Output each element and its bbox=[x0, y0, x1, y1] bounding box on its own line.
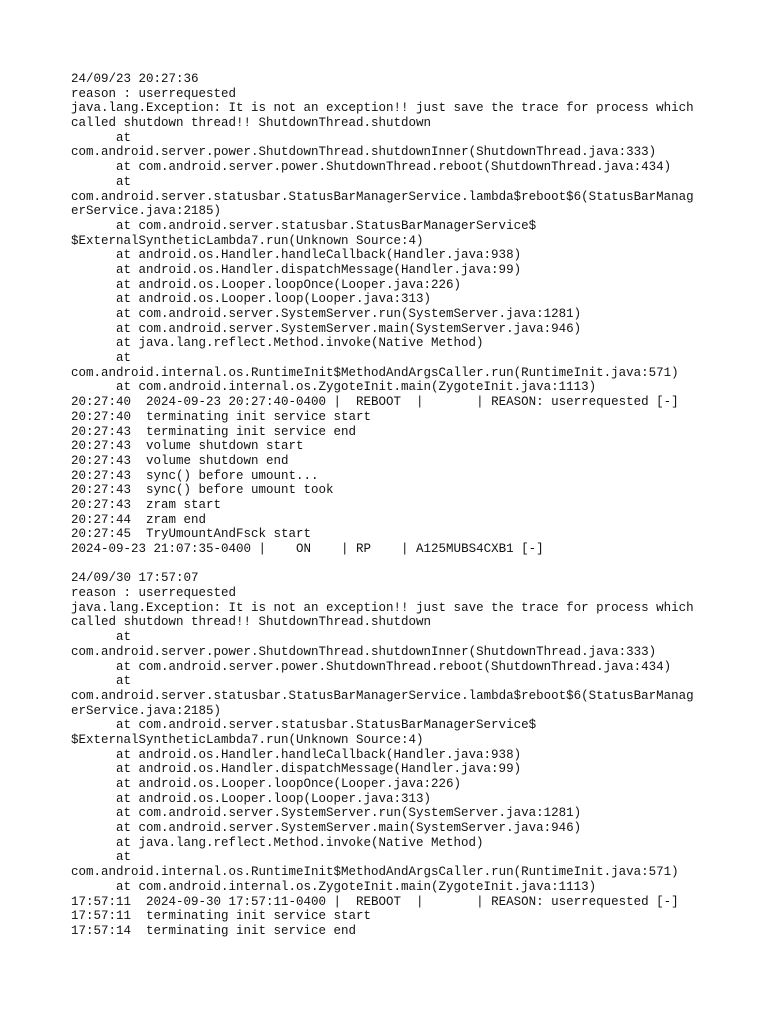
log-line: at bbox=[116, 674, 132, 689]
log-line: at bbox=[116, 130, 132, 145]
log-body bbox=[71, 72, 768, 939]
log-line: at bbox=[116, 630, 132, 645]
log-line: com.android.server.power.ShutdownThread.shutdownInner(ShutdownThread.java:333) bbox=[71, 644, 657, 659]
log-line: called shutdown thread!! ShutdownThread.shutdown bbox=[71, 615, 432, 630]
log-line: at android.os.Looper.loop(Looper.java:313) bbox=[116, 791, 432, 806]
log-line: com.android.server.statusbar.StatusBarManagerService.lambda$reboot$6(StatusBarManag bbox=[71, 189, 694, 204]
log-line: 20:27:43 zram start bbox=[71, 497, 222, 512]
log-line: com.android.server.power.ShutdownThread.shutdownInner(ShutdownThread.java:333) bbox=[71, 145, 657, 160]
log-line: at android.os.Looper.loopOnce(Looper.java:226) bbox=[116, 277, 462, 292]
log-line: at java.lang.reflect.Method.invoke(Native Method) bbox=[116, 835, 484, 850]
log-line: at android.os.Handler.dispatchMessage(Handler.java:99) bbox=[116, 262, 522, 277]
log-line: 20:27:43 volume shutdown end bbox=[71, 453, 289, 468]
log-line: reason : userrequested bbox=[71, 86, 237, 101]
log-line: at com.android.server.power.ShutdownThread.reboot(ShutdownThread.java:434) bbox=[116, 160, 672, 175]
log-line: java.lang.Exception: It is not an exception!! just save the trace for process which bbox=[71, 101, 694, 116]
log-line: reason : userrequested bbox=[71, 586, 237, 601]
log-line: at com.android.internal.os.ZygoteInit.main(ZygoteInit.java:1113) bbox=[116, 879, 597, 894]
log-line: 20:27:40 terminating init service start bbox=[71, 409, 372, 424]
log-line: com.android.internal.os.RuntimeInit$MethodAndArgsCaller.run(RuntimeInit.java:571) bbox=[71, 865, 679, 880]
log-line: 20:27:43 terminating init service end bbox=[71, 424, 357, 439]
log-line: erService.java:2185) bbox=[71, 204, 222, 219]
log-line: at android.os.Handler.handleCallback(Handler.java:938) bbox=[116, 248, 522, 263]
log-line: at android.os.Handler.dispatchMessage(Handler.java:99) bbox=[116, 762, 522, 777]
log-line: at com.android.server.statusbar.StatusBarManagerService$ bbox=[116, 218, 537, 233]
log-line: at com.android.server.power.ShutdownThread.reboot(ShutdownThread.java:434) bbox=[116, 659, 672, 674]
log-line: com.android.server.statusbar.StatusBarManagerService.lambda$reboot$6(StatusBarManag bbox=[71, 688, 694, 703]
log-line: 17:57:11 2024-09-30 17:57:11-0400 | REBOOT | | REASON: userrequested [-] bbox=[71, 894, 679, 909]
log-line: at com.android.server.SystemServer.main(SystemServer.java:946) bbox=[116, 321, 582, 336]
log-line: at com.android.internal.os.ZygoteInit.main(ZygoteInit.java:1113) bbox=[116, 380, 597, 395]
log-line: at com.android.server.statusbar.StatusBarManagerService$ bbox=[116, 718, 537, 733]
log-line: 2024-09-23 21:07:35-0400 | ON | RP | A125MUBS4CXB1 [-] bbox=[71, 542, 544, 556]
log-line: at bbox=[116, 351, 132, 366]
log-line: at java.lang.reflect.Method.invoke(Native Method) bbox=[116, 336, 484, 351]
log-line: at com.android.server.SystemServer.run(SystemServer.java:1281) bbox=[116, 806, 582, 821]
log-line: 20:27:45 TryUmountAndFsck start bbox=[71, 527, 312, 542]
log-line: 17:57:11 terminating init service start bbox=[71, 909, 372, 924]
log-line: 24/09/23 20:27:36 bbox=[71, 72, 199, 86]
log-line: at com.android.server.SystemServer.run(SystemServer.java:1281) bbox=[116, 307, 582, 321]
log-line: at bbox=[116, 850, 132, 865]
log-line: 17:57:14 terminating init service end bbox=[71, 923, 357, 938]
log-line: 20:27:43 sync() before umount took bbox=[71, 483, 334, 498]
log-line: 20:27:44 zram end bbox=[71, 512, 207, 527]
log-line: at android.os.Looper.loop(Looper.java:313) bbox=[116, 292, 432, 307]
log-line: erService.java:2185) bbox=[71, 703, 222, 718]
log-line: at android.os.Looper.loopOnce(Looper.java:226) bbox=[116, 777, 462, 791]
log-line: $ExternalSyntheticLambda7.run(Unknown Source:4) bbox=[71, 732, 424, 747]
log-line: 20:27:43 volume shutdown start bbox=[71, 439, 304, 454]
log-line: at com.android.server.SystemServer.main(SystemServer.java:946) bbox=[116, 821, 582, 836]
blank-line bbox=[71, 557, 768, 572]
log-line: java.lang.Exception: It is not an exception!! just save the trace for process which bbox=[71, 600, 694, 615]
log-line: called shutdown thread!! ShutdownThread.shutdown bbox=[71, 116, 432, 131]
log-line: 20:27:40 2024-09-23 20:27:40-0400 | REBOOT | | REASON: userrequested [-] bbox=[71, 395, 679, 410]
log-line: at bbox=[116, 174, 132, 189]
log-line: $ExternalSyntheticLambda7.run(Unknown Source:4) bbox=[71, 233, 424, 248]
log-line: com.android.internal.os.RuntimeInit$MethodAndArgsCaller.run(RuntimeInit.java:571) bbox=[71, 365, 679, 380]
log-line: 20:27:43 sync() before umount... bbox=[71, 468, 319, 483]
log-line: 24/09/30 17:57:07 bbox=[71, 571, 199, 586]
log-line: at android.os.Handler.handleCallback(Handler.java:938) bbox=[116, 747, 522, 762]
